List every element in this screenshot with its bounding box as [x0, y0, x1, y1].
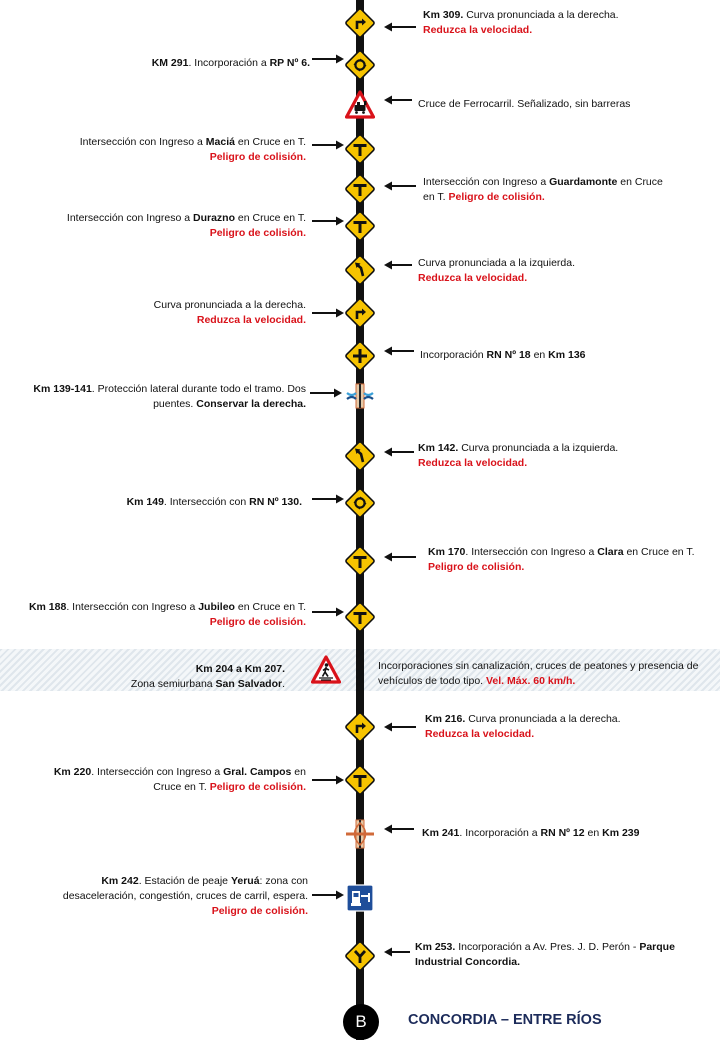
- pointer-arrow-icon: [384, 447, 414, 457]
- note-text: en Cruce en T.: [623, 546, 695, 558]
- roundabout-sign-icon: [345, 50, 375, 80]
- note-text: en Cruce en T.: [234, 136, 306, 148]
- curve-right-sign-icon: [345, 712, 375, 742]
- note-line: [418, 456, 713, 471]
- warning-text: Peligro de colisión.: [209, 227, 306, 239]
- bridge-icon: [345, 381, 375, 411]
- pointer-arrow-icon: [312, 607, 344, 617]
- note-line: [20, 495, 302, 510]
- note-line: [20, 226, 306, 241]
- pointer-arrow-icon: [384, 346, 414, 356]
- t-junction-sign-icon: [345, 546, 375, 576]
- note-line: [20, 765, 306, 780]
- note-line: [6, 889, 308, 904]
- note-line: [418, 441, 713, 456]
- curve-left-sign-icon: [345, 441, 375, 471]
- note-line: [378, 674, 718, 689]
- highlight-text: Km 239: [602, 827, 640, 839]
- note-text: . Incorporación a: [188, 57, 270, 69]
- pointer-arrow-icon: [312, 308, 344, 318]
- curve-left-sign-icon: [345, 255, 375, 285]
- note-km241: [422, 826, 713, 841]
- highlight-text: Km 253.: [415, 941, 456, 953]
- end-marker-circle: B: [343, 1004, 379, 1040]
- pedestrian-crossing-sign-icon: [311, 655, 341, 685]
- warning-text: Peligro de colisión.: [211, 905, 308, 917]
- warning-text: Reduzca la velocidad.: [425, 728, 535, 740]
- note-line: [20, 56, 310, 71]
- highlight-text: Gral. Campos: [223, 766, 292, 778]
- note-line: [423, 190, 713, 205]
- note-line: [415, 940, 715, 955]
- note-line: [20, 135, 306, 150]
- note-text: Intersección con Ingreso a: [79, 136, 206, 148]
- note-text: Curva pronunciada a la derecha.: [465, 713, 621, 725]
- note-line: [20, 615, 306, 630]
- note-text: : zona con: [259, 875, 308, 887]
- highlight-text: RN Nº 18: [486, 349, 531, 361]
- note-line: [20, 600, 306, 615]
- note-text: . Estación de peaje: [138, 875, 231, 887]
- note-line: [425, 727, 713, 742]
- note-text: en Cruce en T.: [234, 212, 306, 224]
- highlight-text: San Salvador: [215, 678, 283, 690]
- highlight-text: Km 139-141: [33, 383, 92, 395]
- pointer-arrow-icon: [384, 181, 416, 191]
- highlight-text: Jubileo: [198, 601, 235, 613]
- pointer-arrow-icon: [310, 388, 342, 398]
- roundabout-sign-icon: [345, 488, 375, 518]
- note-km170: [428, 545, 713, 575]
- t-junction-sign-icon: [345, 765, 375, 795]
- note-line: [423, 175, 713, 190]
- note-line: [428, 560, 713, 575]
- note-text: .: [282, 678, 285, 690]
- warning-text: Reduzca la velocidad.: [196, 314, 306, 326]
- highlight-text: Clara: [597, 546, 624, 558]
- warning-text: Peligro de colisión.: [209, 616, 306, 628]
- warning-text: Reduzca la velocidad.: [418, 272, 528, 284]
- note-line: [418, 97, 713, 112]
- highlight-text: Km 220: [53, 766, 92, 778]
- highlight-text: Km 149: [126, 496, 164, 508]
- pointer-arrow-icon: [312, 54, 344, 64]
- warning-text: Peligro de colisión.: [448, 191, 545, 203]
- note-km220: [20, 765, 306, 795]
- note-line: [6, 904, 308, 919]
- note-line: [423, 23, 713, 38]
- note-km188: [20, 600, 306, 630]
- note-line: [420, 348, 713, 363]
- note-text: . Intersección con: [163, 496, 250, 508]
- note-rn18: [420, 348, 713, 363]
- note-line: [425, 712, 713, 727]
- pointer-arrow-icon: [312, 890, 344, 900]
- note-text: en: [584, 827, 603, 839]
- pointer-arrow-icon: [384, 95, 412, 105]
- highlight-text: KM 291: [151, 57, 189, 69]
- note-text: Intersección con Ingreso a: [66, 212, 193, 224]
- highlight-text: Km 241: [422, 827, 460, 839]
- note-km253: [415, 940, 715, 970]
- pointer-arrow-icon: [384, 552, 416, 562]
- note-line: [20, 313, 306, 328]
- note-curva-der-1: [20, 298, 306, 328]
- note-macia: [20, 135, 306, 165]
- note-line: [20, 150, 306, 165]
- note-text: en T.: [423, 191, 449, 203]
- warning-text: Peligro de colisión.: [209, 151, 306, 163]
- note-text: Incorporación: [420, 349, 487, 361]
- pointer-arrow-icon: [384, 824, 414, 834]
- interchange-icon: [345, 819, 375, 849]
- warning-text: Reduzca la velocidad.: [418, 457, 528, 469]
- note-text: en: [530, 349, 549, 361]
- note-line: [422, 826, 713, 841]
- highlight-text: Km 242: [101, 875, 139, 887]
- note-text: . Intersección con Ingreso a: [465, 546, 598, 558]
- note-line: [378, 659, 718, 674]
- highlight-text: Km 170: [428, 546, 466, 558]
- pointer-arrow-icon: [384, 22, 416, 32]
- note-text: en Cruce en T.: [234, 601, 306, 613]
- note-km204: [40, 662, 285, 692]
- note-durazno: [20, 211, 306, 241]
- pointer-arrow-icon: [384, 722, 416, 732]
- note-text: en: [291, 766, 306, 778]
- note-text: . Intersección con Ingreso a: [66, 601, 199, 613]
- warning-text: Vel. Máx. 60 km/h.: [486, 675, 576, 687]
- highlight-text: Km 188: [28, 601, 67, 613]
- t-junction-sign-icon: [345, 602, 375, 632]
- highlight-text: Km 136: [548, 349, 586, 361]
- note-line: [20, 298, 306, 313]
- crossroad-sign-icon: [345, 341, 375, 371]
- note-km216: [425, 712, 713, 742]
- warning-text: Reduzca la velocidad.: [423, 24, 533, 36]
- t-junction-sign-icon: [345, 134, 375, 164]
- note-km291: [20, 56, 310, 71]
- note-km204-der: [378, 659, 718, 689]
- note-line: [418, 271, 713, 286]
- highlight-text: Maciá: [205, 136, 235, 148]
- curve-right-sign-icon: [345, 8, 375, 38]
- note-line: [20, 780, 306, 795]
- highlight-text: RP Nº 6.: [269, 57, 310, 69]
- note-text: desaceleración, congestión, cruces de carril, espera.: [62, 890, 308, 902]
- note-curva-izq-1: [418, 256, 713, 286]
- note-text: Curva pronunciada a la derecha.: [463, 9, 619, 21]
- highlight-text: Km 142.: [418, 442, 459, 454]
- highlight-text: RN Nº 130.: [249, 496, 302, 508]
- note-line: [415, 955, 715, 970]
- pointer-arrow-icon: [384, 947, 410, 957]
- warning-text: Peligro de colisión.: [428, 561, 525, 573]
- note-text: Curva pronunciada a la izquierda.: [418, 257, 576, 269]
- note-text: Cruce en T.: [153, 781, 210, 793]
- highlight-text: Yeruá: [230, 875, 260, 887]
- note-text: vehículos de todo tipo.: [378, 675, 486, 687]
- note-line: [6, 397, 306, 412]
- note-ferrocarril: [418, 97, 713, 112]
- note-text: Curva pronunciada a la izquierda.: [458, 442, 619, 454]
- highlight-text: Parque: [639, 941, 675, 953]
- note-text: puentes.: [153, 398, 197, 410]
- highlight-text: Durazno: [192, 212, 235, 224]
- warning-text: Peligro de colisión.: [209, 781, 306, 793]
- y-fork-sign-icon: [345, 941, 375, 971]
- note-km309: [423, 8, 713, 38]
- highlight-text: Guardamonte: [549, 176, 618, 188]
- note-text: . Incorporación a: [459, 827, 541, 839]
- note-line: [428, 545, 713, 560]
- note-km242: [6, 874, 308, 919]
- pointer-arrow-icon: [312, 775, 344, 785]
- highlight-text: Km 309.: [423, 9, 464, 21]
- highlight-text: Km 204 a Km 207.: [195, 663, 285, 675]
- note-text: Incorporaciones sin canalización, cruces de peatones y presencia de: [378, 660, 699, 672]
- note-text: Intersección con Ingreso a: [423, 176, 550, 188]
- note-text: Incorporación a Av. Pres. J. D. Perón -: [455, 941, 640, 953]
- note-km139: [6, 382, 306, 412]
- note-text: en Cruce: [617, 176, 663, 188]
- note-line: [40, 677, 285, 692]
- destination-title: CONCORDIA – ENTRE RÍOS: [408, 1012, 602, 1028]
- pointer-arrow-icon: [312, 140, 344, 150]
- note-line: [6, 382, 306, 397]
- toll-station-icon: [345, 883, 375, 913]
- highlight-text: Km 216.: [425, 713, 466, 725]
- note-km142: [418, 441, 713, 471]
- note-text: Zona semiurbana: [130, 678, 216, 690]
- note-line: [418, 256, 713, 271]
- note-guardamonte: [423, 175, 713, 205]
- note-km149: [20, 495, 302, 510]
- note-text: Curva pronunciada a la derecha.: [153, 299, 306, 311]
- pointer-arrow-icon: [312, 494, 344, 504]
- note-text: . Intersección con Ingreso a: [91, 766, 224, 778]
- highlight-text: Industrial Concordia.: [415, 956, 521, 968]
- t-junction-sign-icon: [345, 174, 375, 204]
- highlight-text: Conservar la derecha.: [196, 398, 306, 410]
- note-line: [20, 211, 306, 226]
- highlight-text: RN Nº 12: [540, 827, 585, 839]
- note-text: . Protección lateral durante todo el tramo. Dos: [91, 383, 306, 395]
- note-text: Cruce de Ferrocarril. Señalizado, sin barreras: [418, 98, 631, 110]
- railway-crossing-sign-icon: [345, 90, 375, 120]
- note-line: [40, 662, 285, 677]
- note-line: [423, 8, 713, 23]
- pointer-arrow-icon: [312, 216, 344, 226]
- t-junction-sign-icon: [345, 211, 375, 241]
- note-line: [6, 874, 308, 889]
- pointer-arrow-icon: [384, 260, 412, 270]
- curve-right-sign-icon: [345, 298, 375, 328]
